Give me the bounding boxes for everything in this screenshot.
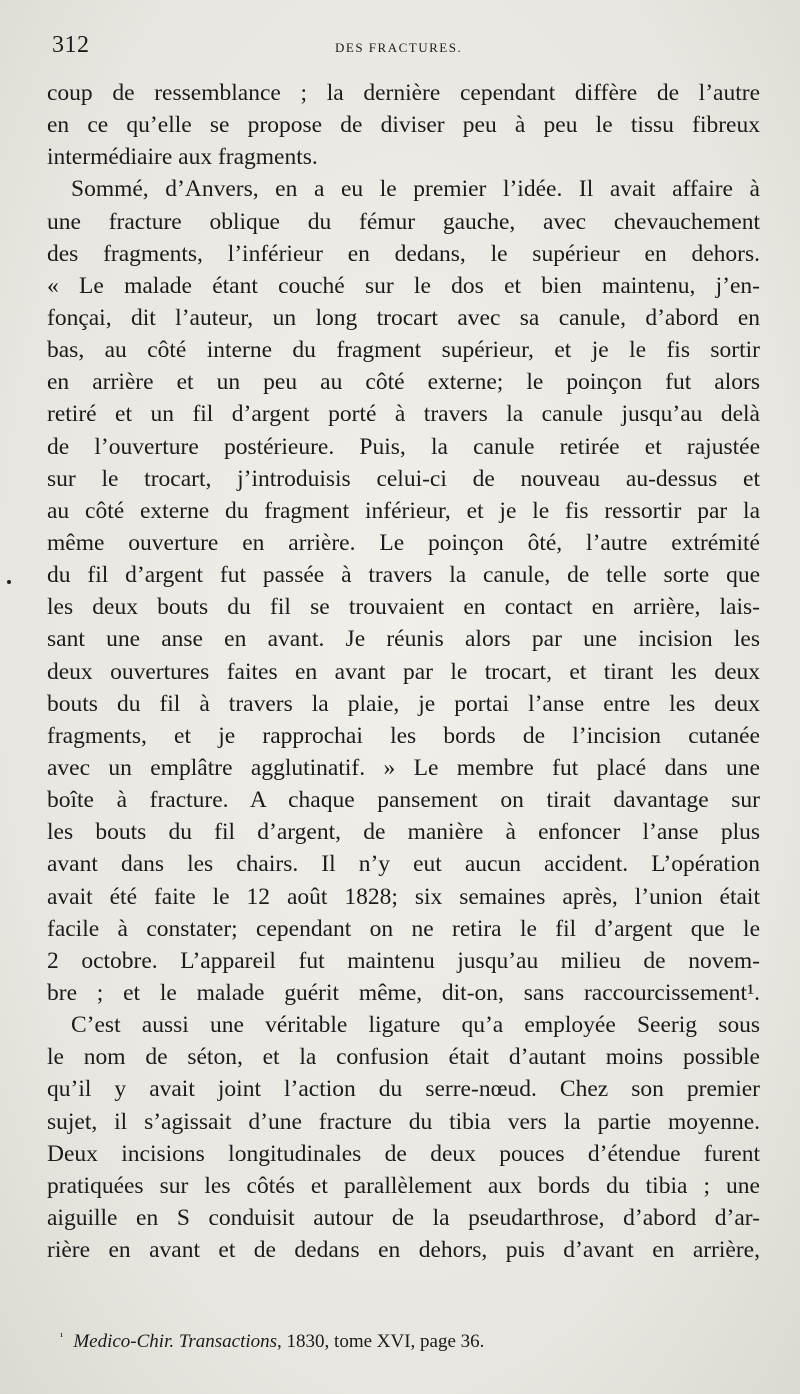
ink-speck [7, 580, 11, 584]
text-line: avait été faite le 12 août 1828; six semaines après, l’union était [47, 883, 760, 910]
running-head: DES FRACTURES. [335, 40, 463, 55]
body-text [47, 77, 760, 1266]
text-line: en ce qu’elle se propose de diviser peu à peu le tissu fibreux [47, 112, 760, 139]
footnote-title: Medico-Chir. Transactions [73, 1331, 278, 1352]
text-line: facile à constater; cependant on ne retira le fil d’argent que le [47, 915, 760, 942]
text-line: intermédiaire aux fragments. [47, 144, 318, 171]
footnote-mark: ¹ [60, 1331, 64, 1343]
text-line: les bouts du fil d’argent, de manière à enfoncer l’anse plus [47, 819, 760, 846]
text-line: sur le trocart, j’introduisis celui-ci de nouveau au-dessus et [47, 465, 760, 492]
text-line: en arrière et un peu au côté externe; le poinçon fut alors [47, 369, 760, 396]
text-line: bas, au côté interne du fragment supérieur, et je le fis sortir [47, 337, 760, 364]
text-line: fonçai, dit l’auteur, un long trocart avec sa canule, d’abord en [47, 304, 760, 331]
page-header [52, 32, 762, 68]
text-line: bre ; et le malade guérit même, dit-on, sans raccourcissement¹. [47, 979, 760, 1006]
text-line: avant dans les chairs. Il n’y eut aucun accident. L’opération [47, 851, 760, 878]
text-line: Sommé, d’Anvers, en a eu le premier l’idée. Il avait affaire à [71, 176, 760, 203]
text-line: le nom de séton, et la confusion était d’autant moins possible [47, 1044, 760, 1071]
text-line: sujet, il s’agissait d’une fracture du tibia vers la partie moyenne. [47, 1108, 760, 1135]
footnote-details: , 1830, tome XVI, page 36. [277, 1331, 485, 1352]
text-line: deux ouvertures faites en avant par le trocart, et tirant les deux [47, 658, 760, 685]
text-line: sant une anse en avant. Je réunis alors par une incision les [47, 626, 760, 653]
text-line: les deux bouts du fil se trouvaient en contact en arrière, lais- [47, 594, 760, 621]
page-number: 312 [52, 32, 90, 58]
text-line: même ouverture en arrière. Le poinçon ôté, l’autre extrémité [47, 529, 760, 556]
text-line: bouts du fil à travers la plaie, je portai l’anse entre les deux [47, 690, 760, 717]
text-line: C’est aussi une véritable ligature qu’a employée Seerig sous [71, 1012, 760, 1039]
text-line: boîte à fracture. A chaque pansement on tirait davantage sur [47, 787, 760, 814]
text-line: fragments, et je rapprochai les bords de l’incision cutanée [47, 722, 760, 749]
text-line: des fragments, l’inférieur en dedans, le supérieur en dehors. [47, 240, 760, 267]
text-line: « Le malade étant couché sur le dos et bien maintenu, j’en- [47, 272, 760, 299]
text-line: pratiquées sur les côtés et parallèlement aux bords du tibia ; une [47, 1172, 760, 1199]
text-line: retiré et un fil d’argent porté à travers la canule jusqu’au delà [47, 401, 760, 428]
text-line: aiguille en S conduisit autour de la pseudarthrose, d’abord d’ar- [47, 1204, 760, 1231]
text-line: avec un emplâtre agglutinatif. » Le membre fut placé dans une [47, 754, 760, 781]
text-line: coup de ressemblance ; la dernière cependant diffère de l’autre [47, 80, 760, 106]
text-line: qu’il y avait joint l’action du serre-nœud. Chez son premier [47, 1076, 760, 1103]
text-line: 2 octobre. L’appareil fut maintenu jusqu’au milieu de novem- [47, 947, 760, 974]
text-line: au côté externe du fragment inférieur, et je le fis ressortir par la [47, 497, 760, 524]
text-line: du fil d’argent fut passée à travers la canule, de telle sorte que [47, 562, 760, 589]
text-line: une fracture oblique du fémur gauche, avec chevauchement [47, 208, 760, 235]
text-line: rière en avant et de dedans en dehors, puis d’avant en arrière, [47, 1237, 760, 1264]
text-line: de l’ouverture postérieure. Puis, la canule retirée et rajustée [47, 433, 760, 460]
text-line: Deux incisions longitudinales de deux pouces d’étendue furent [47, 1140, 760, 1167]
footnote [60, 1324, 760, 1355]
